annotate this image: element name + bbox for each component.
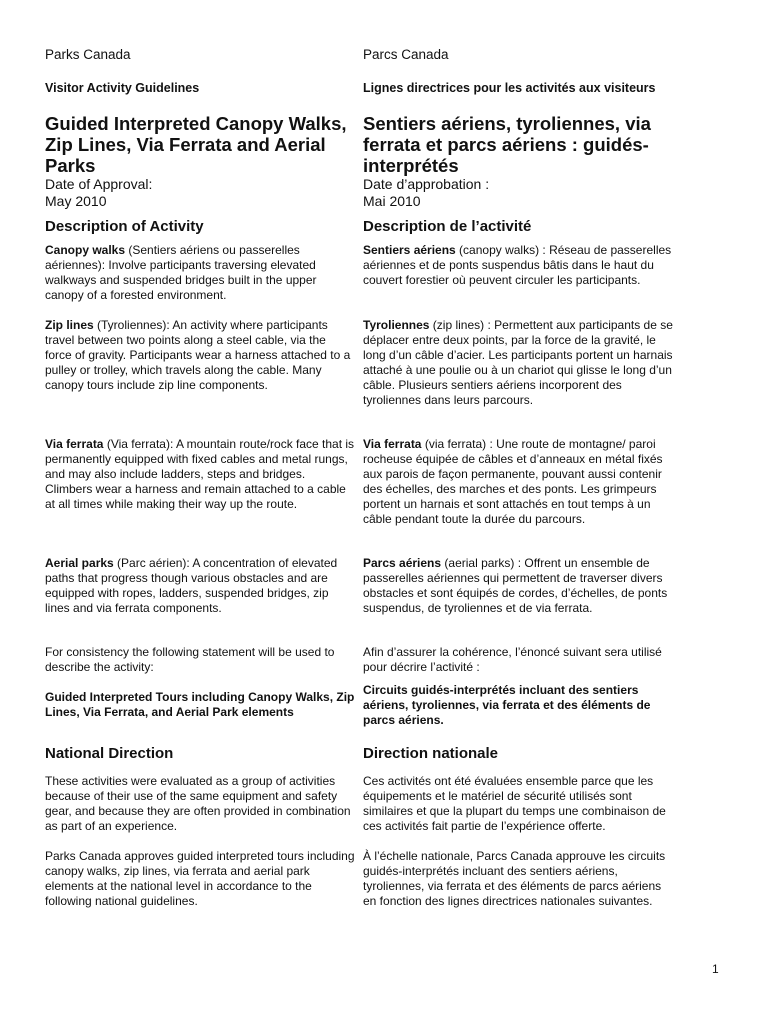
zip-lines-paragraph [45,318,355,393]
document-title: Guided Interpreted Canopy Walks, Zip Lines, Via Ferrata and Aerial Parks [45,113,347,176]
canopy-walks-paragraph-fr [363,243,673,288]
zip-lines-term: Zip lines [45,318,94,332]
national-direction-paragraph-2-fr: À l’échelle nationale, Parcs Canada approuve les circuits guidés-interprétés incluant des sentiers aériens, tyroliennes, via ferrata et des éléments de parcs aériens en fonction des lignes directrices nationales suivantes. [363,849,666,908]
approval-date-fr: Mai 2010 [363,193,421,209]
document-subtitle-fr: Lignes directrices pour les activités aux visiteurs [363,81,656,95]
national-direction-paragraph-1-fr: Ces activités ont été évaluées ensemble parce que les équipements et le matériel de sécurité utilisés sont similaires et que la plupart du temps une combinaison de ces activités fait partie de l’expérience offerte. [363,774,666,833]
activity-statement-fr: Circuits guidés-interprétés incluant des sentiers aériens, tyroliennes, via ferrata et des éléments de parcs aériens. [363,683,651,727]
canopy-walks-term-fr: Sentiers aériens [363,243,456,257]
consistency-paragraph-fr: Afin d’assurer la cohérence, l’énoncé suivant sera utilisé pour décrire l’activité : [363,645,662,674]
description-heading-fr: Description de l’activité [363,218,532,235]
aerial-parks-term: Aerial parks [45,556,114,570]
activity-statement: Guided Interpreted Tours including Canopy Walks, Zip Lines, Via Ferrata, and Aerial Park elements [45,690,355,719]
approval-label-fr: Date d’approbation : [363,176,490,192]
document-title-fr: Sentiers aériens, tyroliennes, via ferrata et parcs aériens : guidés-interprétés [363,113,651,176]
aerial-parks-paragraph [45,556,355,616]
zip-lines-text-fr: (zip lines) : Permettent aux participants de se déplacer entre deux points, par la force de la gravité, le long d’un câble d’acier. Les participants portent un harnais attaché à une poulie ou à un chariot qui glisse le long d’un câble. Plusieurs sentiers aériens incorporent des tyroliennes dans leurs parcours. [363,318,673,407]
aerial-parks-paragraph-fr [363,556,673,616]
canopy-walks-text: (Sentiers aériens ou passerelles aériennes): Involve participants traversing elevated walkways and suspended bridges built in the upper canopy of a forested environment. [45,243,317,302]
approval-label: Date of Approval: [45,176,153,192]
national-direction-paragraph-2: Parks Canada approves guided interpreted tours including canopy walks, zip lines, via ferrata and aerial park elements at the national level in accordance to the following national guidelines. [45,849,355,908]
zip-lines-paragraph-fr [363,318,673,408]
org-name-fr: Parcs Canada [363,47,449,62]
national-direction-heading-fr: Direction nationale [363,745,499,762]
via-ferrata-paragraph-fr [363,437,673,527]
national-direction-paragraph-1: These activities were evaluated as a group of activities because of their use of the same equipment and safety gear, and because they are often provided in combination as part of an experience. [45,774,351,833]
via-ferrata-text: (Via ferrata): A mountain route/rock face that is permanently equipped with fixed cables and metal rungs, and may also include ladders, steps and bridges. Climbers wear a harness and remain attached to a cable at all times while making their way up the route. [45,437,355,511]
via-ferrata-term-fr: Via ferrata [363,437,422,451]
org-name: Parks Canada [45,47,131,62]
page-number: 1 [712,962,719,976]
via-ferrata-text-fr: (via ferrata) : Une route de montagne/ paroi rocheuse équipée de câbles et d’anneaux en métal fixés aux parois de façon permanente, pouvant aussi contenir des échelles, des marches et des ponts. Les grimpeurs portent un harnais et sont attachés en tout temps à un câble pendant toute la durée du parcours. [363,437,663,526]
aerial-parks-text-fr: (aerial parks) : Offrent un ensemble de passerelles aériennes qui permettent de traverser divers obstacles et sont équipés de cordes, d’échelles, de ponts suspendus, de tyroliennes et de via ferrata. [363,556,668,615]
via-ferrata-paragraph [45,437,355,512]
canopy-walks-paragraph [45,243,355,303]
zip-lines-term-fr: Tyroliennes [363,318,430,332]
aerial-parks-text: (Parc aérien): A concentration of elevated paths that progress though various obstacles and are equipped with ropes, ladders, suspended bridges, zip lines and via ferrata components. [45,556,338,615]
description-heading: Description of Activity [45,218,204,235]
canopy-walks-text-fr: (canopy walks) : Réseau de passerelles aériennes et de ponts suspendus bâtis dans le haut du couvert forestier où peuvent circuler les participants. [363,243,672,287]
document-subtitle: Visitor Activity Guidelines [45,81,200,95]
approval-date: May 2010 [45,193,107,209]
national-direction-heading: National Direction [45,745,174,762]
zip-lines-text: (Tyroliennes): An activity where participants travel between two points along a steel cable, via the force of gravity. Participants wear a harness attached to a pulley or trolley, which travels along the cable. Many canopy tours include zip line components. [45,318,351,392]
via-ferrata-term: Via ferrata [45,437,104,451]
canopy-walks-term: Canopy walks [45,243,126,257]
aerial-parks-term-fr: Parcs aériens [363,556,442,570]
consistency-paragraph: For consistency the following statement will be used to describe the activity: [45,645,335,674]
